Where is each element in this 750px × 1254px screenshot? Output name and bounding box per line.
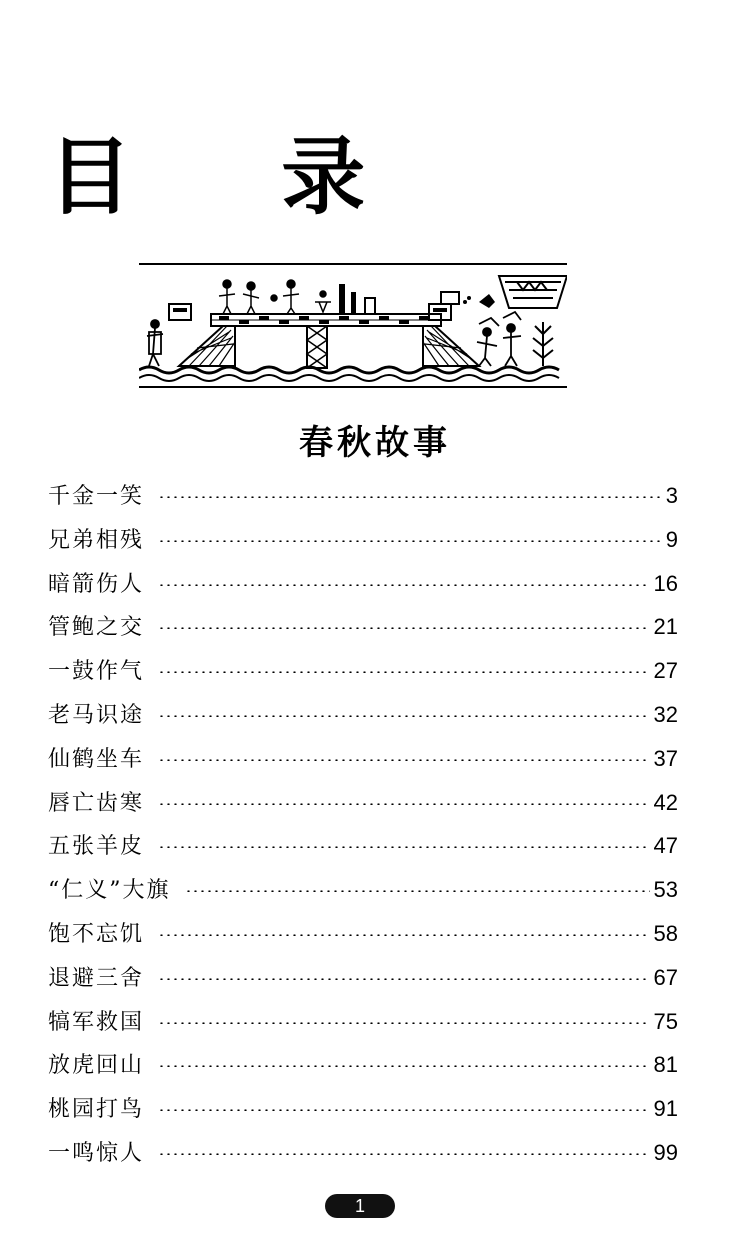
toc-entry-title: “仁义”大旗: [48, 878, 171, 904]
toc-entry[interactable]: [48, 649, 678, 693]
toc-entry[interactable]: [48, 474, 678, 518]
toc-entry[interactable]: [48, 824, 678, 868]
toc-entry-page: 27: [653, 658, 678, 684]
dot-leader: [158, 715, 650, 717]
toc-entry-page: 75: [653, 1008, 678, 1034]
toc-entry-title: 饱不忘饥: [48, 921, 145, 947]
dot-leader: [158, 671, 650, 673]
toc-entry[interactable]: [48, 1000, 678, 1044]
toc-entry-title: 老马识途: [48, 702, 145, 728]
toc-entry-page: 3: [665, 483, 678, 508]
toc-entry-page: 37: [653, 745, 678, 771]
ancient-mural-illustration: [139, 262, 567, 390]
toc-entry[interactable]: [48, 1131, 678, 1175]
toc-entry-page: 81: [653, 1052, 678, 1078]
dot-leader: [158, 1022, 650, 1024]
toc-entry[interactable]: [48, 518, 678, 562]
toc-entry-title: 管鲍之交: [48, 615, 145, 641]
toc-entry-title: 千金一笑: [48, 484, 145, 509]
toc-entry[interactable]: [48, 737, 678, 781]
toc-entry[interactable]: [48, 693, 678, 737]
toc-entry-page: 47: [653, 833, 678, 859]
dot-leader: [158, 803, 650, 805]
toc-entry-title: 退避三舍: [48, 965, 145, 991]
toc-entry-title: 犒军救国: [48, 1009, 145, 1035]
toc-entry-page: 91: [653, 1096, 678, 1122]
toc-entry-page: 58: [653, 920, 678, 946]
toc-entry-title: 兄弟相残: [48, 527, 145, 553]
toc-entry[interactable]: [48, 562, 678, 606]
section-heading: 春秋故事: [299, 423, 451, 463]
dot-leader: [185, 890, 650, 892]
toc-entry-title: 放虎回山: [48, 1053, 145, 1079]
page-number-badge: 1: [325, 1194, 395, 1218]
dot-leader: [158, 1109, 650, 1111]
toc-entry-page: 42: [653, 789, 678, 815]
toc-entry[interactable]: [48, 781, 678, 825]
toc-entry[interactable]: [48, 912, 678, 956]
toc-entry-page: 21: [653, 614, 678, 640]
page-title: 目 录: [48, 128, 426, 226]
dot-leader: [158, 540, 662, 542]
dot-leader: [158, 934, 650, 936]
toc-entry-page: 32: [653, 701, 678, 727]
dot-leader: [158, 496, 662, 498]
dot-leader: [158, 1153, 650, 1155]
toc-entry-title: 桃园打鸟: [48, 1097, 145, 1123]
toc-entry-page: 16: [653, 570, 678, 596]
dot-leader: [158, 627, 650, 629]
toc-entry[interactable]: [48, 868, 678, 912]
table-of-contents: [48, 474, 678, 1175]
toc-entry-title: 一鸣惊人: [48, 1140, 145, 1166]
dot-leader: [158, 1065, 650, 1067]
toc-entry[interactable]: [48, 1087, 678, 1131]
dot-leader: [158, 759, 650, 761]
toc-entry-title: 暗箭伤人: [48, 571, 145, 597]
toc-entry[interactable]: [48, 956, 678, 1000]
toc-entry-page: 99: [653, 1139, 678, 1165]
toc-entry-title: 五张羊皮: [48, 834, 145, 860]
dot-leader: [158, 584, 650, 586]
toc-entry-page: 53: [653, 877, 678, 903]
toc-entry-title: 一鼓作气: [48, 659, 145, 685]
toc-entry-page: 9: [665, 526, 678, 552]
dot-leader: [158, 978, 650, 980]
toc-entry-title: 仙鹤坐车: [48, 746, 145, 772]
toc-entry-title: 唇亡齿寒: [48, 790, 145, 816]
dot-leader: [158, 846, 650, 848]
toc-entry[interactable]: [48, 1043, 678, 1087]
toc-entry[interactable]: [48, 605, 678, 649]
toc-entry-page: 67: [653, 964, 678, 990]
